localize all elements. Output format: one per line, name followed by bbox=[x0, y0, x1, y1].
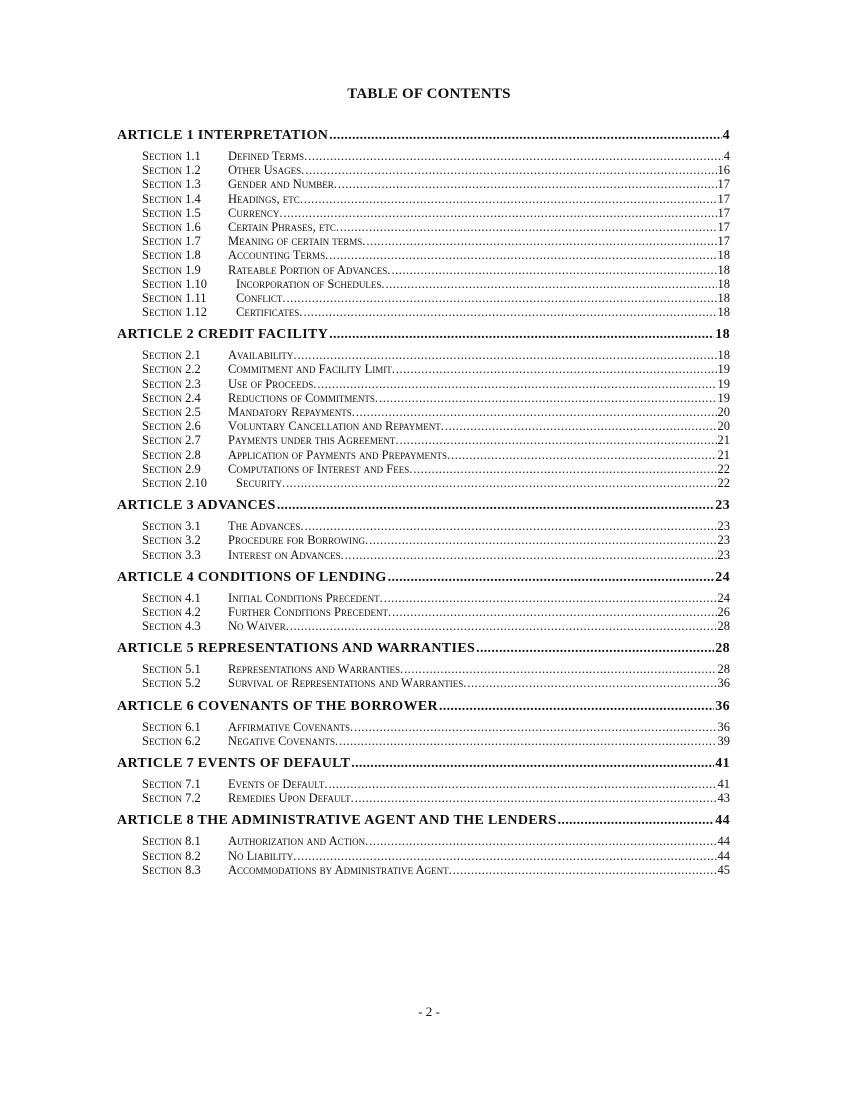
section-number: Section 6.2 bbox=[142, 733, 201, 748]
section-number: Section 3.3 bbox=[142, 547, 201, 562]
article-heading: ARTICLE 4 CONDITIONS OF LENDING bbox=[117, 569, 387, 585]
toc-section-entry[interactable] bbox=[117, 834, 730, 848]
toc-section-entry[interactable] bbox=[117, 348, 730, 362]
section-title: Rateable Portion of Advances. bbox=[228, 262, 391, 277]
toc-article-entry[interactable] bbox=[117, 325, 730, 345]
dot-leader bbox=[384, 591, 717, 605]
section-page-number: 19 bbox=[717, 390, 730, 405]
section-page-number: 17 bbox=[717, 205, 730, 220]
toc-section-entry[interactable] bbox=[117, 548, 730, 562]
section-title: Events of Default. bbox=[228, 777, 328, 791]
section-page-number: 17 bbox=[717, 219, 730, 234]
toc-article bbox=[117, 811, 730, 877]
dot-leader bbox=[345, 548, 717, 562]
toc-section-entry[interactable] bbox=[117, 362, 730, 376]
dot-leader bbox=[317, 377, 716, 391]
dot-leader bbox=[304, 192, 717, 206]
toc-section-entry[interactable] bbox=[117, 519, 730, 533]
toc-article-entry[interactable] bbox=[117, 126, 730, 146]
section-list bbox=[117, 834, 730, 877]
section-title: Currency. bbox=[228, 205, 283, 220]
dot-leader bbox=[439, 697, 714, 717]
section-page-number: 45 bbox=[717, 862, 730, 877]
dot-leader bbox=[558, 811, 715, 831]
section-page-number: 36 bbox=[717, 676, 730, 691]
section-number: Section 1.10 bbox=[142, 276, 207, 291]
dot-leader bbox=[355, 791, 717, 805]
section-title: Commitment and Facility Limit. bbox=[228, 362, 395, 377]
toc-section-entry[interactable] bbox=[117, 391, 730, 405]
section-page-number: 21 bbox=[717, 447, 730, 462]
toc-article-entry[interactable] bbox=[117, 568, 730, 588]
section-number: Section 2.7 bbox=[142, 433, 201, 448]
section-page-number: 19 bbox=[717, 362, 730, 377]
section-title: Interest on Advances. bbox=[228, 547, 344, 562]
section-title: Further Conditions Precedent. bbox=[228, 604, 392, 619]
article-page-number: 23 bbox=[715, 498, 730, 514]
section-list bbox=[117, 777, 730, 805]
section-title: Reductions of Commitments. bbox=[228, 390, 379, 405]
article-page-number: 41 bbox=[715, 756, 730, 771]
section-title: Other Usages. bbox=[228, 163, 305, 178]
toc-section-entry[interactable] bbox=[117, 220, 730, 234]
toc-section-entry[interactable] bbox=[117, 433, 730, 447]
dot-leader bbox=[369, 533, 716, 547]
article-page-number: 18 bbox=[715, 327, 730, 343]
toc-section-entry[interactable] bbox=[117, 277, 730, 291]
dot-leader bbox=[453, 863, 717, 877]
section-number: Section 8.2 bbox=[142, 848, 201, 863]
dot-leader bbox=[297, 348, 716, 362]
section-title: Payments under this Agreement. bbox=[228, 433, 399, 448]
toc-section-entry[interactable] bbox=[117, 177, 730, 191]
section-number: Section 3.1 bbox=[142, 519, 201, 534]
section-page-number: 23 bbox=[717, 519, 730, 534]
section-number: Section 2.4 bbox=[142, 390, 201, 405]
dot-leader bbox=[366, 234, 716, 248]
section-number: Section 5.1 bbox=[142, 662, 201, 677]
section-page-number: 17 bbox=[717, 234, 730, 249]
toc-section-entry[interactable] bbox=[117, 777, 730, 791]
section-title: Certain Phrases, etc. bbox=[228, 219, 340, 234]
dot-leader bbox=[356, 405, 717, 419]
section-number: Section 1.8 bbox=[142, 248, 201, 263]
dot-leader bbox=[392, 605, 716, 619]
toc-section-entry[interactable] bbox=[117, 206, 730, 220]
toc-section-entry[interactable] bbox=[117, 591, 730, 605]
section-page-number: 22 bbox=[717, 461, 730, 476]
section-title: Incorporation of Schedules. bbox=[236, 276, 385, 291]
toc-article-entry[interactable] bbox=[117, 754, 730, 774]
section-title: Availability. bbox=[228, 348, 297, 363]
toc-article-entry[interactable] bbox=[117, 697, 730, 717]
page-title: TABLE OF CONTENTS bbox=[347, 86, 511, 102]
section-page-number: 23 bbox=[717, 547, 730, 562]
table-of-contents bbox=[117, 126, 730, 883]
dot-leader bbox=[340, 220, 716, 234]
toc-article bbox=[117, 325, 730, 490]
dot-leader bbox=[354, 720, 716, 734]
section-title: Affirmative Covenants. bbox=[228, 719, 354, 734]
section-number: Section 6.1 bbox=[142, 719, 201, 734]
section-title: Accommodations by Administrative Agent. bbox=[228, 862, 452, 877]
toc-section-entry[interactable] bbox=[117, 720, 730, 734]
section-number: Section 2.6 bbox=[142, 419, 201, 434]
dot-leader bbox=[351, 754, 714, 774]
section-title: Use of Proceeds. bbox=[228, 376, 317, 391]
section-number: Section 1.7 bbox=[142, 234, 201, 249]
section-list bbox=[117, 720, 730, 748]
toc-section-entry[interactable] bbox=[117, 734, 730, 748]
section-title: Voluntary Cancellation and Repayment. bbox=[228, 419, 444, 434]
section-page-number: 17 bbox=[717, 177, 730, 192]
section-number: Section 8.3 bbox=[142, 862, 201, 877]
dot-leader bbox=[445, 419, 717, 433]
article-page-number: 28 bbox=[715, 641, 730, 657]
dot-leader bbox=[391, 263, 716, 277]
dot-leader bbox=[329, 126, 721, 146]
toc-section-entry[interactable] bbox=[117, 405, 730, 419]
dot-leader bbox=[290, 619, 717, 633]
dot-leader bbox=[404, 662, 716, 676]
toc-article-entry[interactable] bbox=[117, 496, 730, 516]
section-number: Section 1.5 bbox=[142, 205, 201, 220]
section-list bbox=[117, 149, 730, 319]
section-list bbox=[117, 662, 730, 690]
section-number: Section 1.11 bbox=[142, 290, 207, 305]
section-page-number: 18 bbox=[717, 262, 730, 277]
section-page-number: 44 bbox=[717, 848, 730, 863]
dot-leader bbox=[399, 433, 716, 447]
section-page-number: 4 bbox=[723, 149, 730, 163]
section-number: Section 2.9 bbox=[142, 461, 201, 476]
section-page-number: 20 bbox=[717, 405, 730, 419]
article-heading: ARTICLE 8 THE ADMINISTRATIVE AGENT AND THE LENDERS bbox=[117, 813, 557, 829]
section-number: Section 2.8 bbox=[142, 447, 201, 462]
section-title: Accounting Terms. bbox=[228, 248, 329, 263]
section-page-number: 19 bbox=[717, 376, 730, 391]
dot-leader bbox=[476, 639, 714, 659]
section-number: Section 8.1 bbox=[142, 834, 201, 849]
toc-article-entry[interactable] bbox=[117, 639, 730, 659]
section-page-number: 44 bbox=[717, 834, 730, 849]
section-page-number: 18 bbox=[717, 248, 730, 263]
section-title: Initial Conditions Precedent. bbox=[228, 590, 383, 605]
toc-section-entry[interactable] bbox=[117, 305, 730, 319]
section-number: Section 1.1 bbox=[142, 149, 201, 163]
toc-section-entry[interactable] bbox=[117, 676, 730, 690]
toc-section-entry[interactable] bbox=[117, 662, 730, 676]
toc-section-entry[interactable] bbox=[117, 234, 730, 248]
section-title: Remedies Upon Default. bbox=[228, 791, 354, 806]
section-page-number: 41 bbox=[717, 777, 730, 791]
dot-leader bbox=[297, 849, 716, 863]
toc-article bbox=[117, 639, 730, 690]
section-title: No Waiver. bbox=[228, 619, 289, 634]
toc-section-entry[interactable] bbox=[117, 263, 730, 277]
section-page-number: 23 bbox=[717, 533, 730, 548]
section-list bbox=[117, 519, 730, 562]
dot-leader bbox=[339, 734, 716, 748]
section-page-number: 21 bbox=[717, 433, 730, 448]
section-list bbox=[117, 348, 730, 490]
article-heading: ARTICLE 6 COVENANTS OF THE BORROWER bbox=[117, 698, 438, 714]
section-title: Meaning of certain terms. bbox=[228, 234, 366, 249]
section-title: Negative Covenants. bbox=[228, 733, 339, 748]
section-page-number: 18 bbox=[717, 276, 730, 291]
section-number: Section 4.3 bbox=[142, 619, 201, 634]
dot-leader bbox=[369, 834, 716, 848]
dot-leader bbox=[329, 777, 717, 791]
section-page-number: 28 bbox=[717, 662, 730, 677]
section-page-number: 36 bbox=[717, 719, 730, 734]
section-title: Conflict. bbox=[236, 290, 286, 305]
toc-article-entry[interactable] bbox=[117, 811, 730, 831]
dot-leader bbox=[286, 291, 716, 305]
section-number: Section 2.1 bbox=[142, 348, 201, 363]
dot-leader bbox=[386, 277, 717, 291]
toc-section-entry[interactable] bbox=[117, 248, 730, 262]
section-number: Section 1.4 bbox=[142, 191, 201, 206]
section-title: Application of Payments and Prepayments. bbox=[228, 447, 451, 462]
toc-section-entry[interactable] bbox=[117, 462, 730, 476]
dot-leader bbox=[277, 496, 714, 516]
toc-section-entry[interactable] bbox=[117, 163, 730, 177]
dot-leader bbox=[283, 206, 716, 220]
toc-section-entry[interactable] bbox=[117, 791, 730, 805]
section-number: Section 1.2 bbox=[142, 163, 201, 178]
section-title: Survival of Representations and Warranties. bbox=[228, 676, 467, 691]
dot-leader bbox=[329, 248, 716, 262]
toc-section-entry[interactable] bbox=[117, 419, 730, 433]
article-heading: ARTICLE 7 EVENTS OF DEFAULT bbox=[117, 756, 351, 771]
section-title: Headings, etc. bbox=[228, 191, 303, 206]
dot-leader bbox=[388, 568, 715, 588]
toc-section-entry[interactable] bbox=[117, 448, 730, 462]
dot-leader bbox=[329, 325, 714, 345]
toc-section-entry[interactable] bbox=[117, 619, 730, 633]
section-number: Section 2.2 bbox=[142, 362, 201, 377]
section-page-number: 26 bbox=[717, 604, 730, 619]
dot-leader bbox=[338, 177, 717, 191]
section-page-number: 24 bbox=[717, 590, 730, 605]
dot-leader bbox=[286, 476, 716, 490]
section-number: Section 7.2 bbox=[142, 791, 201, 806]
toc-section-entry[interactable] bbox=[117, 291, 730, 305]
article-page-number: 24 bbox=[715, 569, 730, 585]
section-number: Section 4.1 bbox=[142, 590, 201, 605]
section-number: Section 1.3 bbox=[142, 177, 201, 192]
section-number: Section 1.12 bbox=[142, 305, 207, 320]
section-title: Gender and Number. bbox=[228, 177, 337, 192]
section-number: Section 2.10 bbox=[142, 475, 207, 490]
section-page-number: 17 bbox=[717, 191, 730, 206]
toc-section-entry[interactable] bbox=[117, 149, 730, 163]
section-title: Mandatory Repayments. bbox=[228, 405, 355, 419]
section-title: Computations of Interest and Fees. bbox=[228, 461, 413, 476]
section-number: Section 1.9 bbox=[142, 262, 201, 277]
article-heading: ARTICLE 1 INTERPRETATION bbox=[117, 128, 329, 143]
toc-article bbox=[117, 568, 730, 634]
section-number: Section 1.6 bbox=[142, 219, 201, 234]
section-title: Procedure for Borrowing. bbox=[228, 533, 369, 548]
toc-section-entry[interactable] bbox=[117, 849, 730, 863]
dot-leader bbox=[396, 362, 717, 376]
section-title: Certificates. bbox=[236, 305, 303, 320]
article-page-number: 4 bbox=[722, 128, 730, 143]
article-heading: ARTICLE 2 CREDIT FACILITY bbox=[117, 327, 329, 343]
section-title: Authorization and Action. bbox=[228, 834, 369, 849]
section-list bbox=[117, 591, 730, 634]
toc-section-entry[interactable] bbox=[117, 863, 730, 877]
dot-leader bbox=[303, 305, 716, 319]
section-page-number: 18 bbox=[717, 348, 730, 363]
section-page-number: 43 bbox=[717, 791, 730, 806]
article-heading: ARTICLE 3 ADVANCES bbox=[117, 498, 276, 514]
section-title: Defined Terms. bbox=[228, 149, 308, 163]
section-number: Section 3.2 bbox=[142, 533, 201, 548]
section-number: Section 4.2 bbox=[142, 604, 201, 619]
dot-leader bbox=[413, 462, 716, 476]
toc-section-entry[interactable] bbox=[117, 192, 730, 206]
dot-leader bbox=[308, 149, 723, 163]
section-page-number: 18 bbox=[717, 305, 730, 320]
toc-section-entry[interactable] bbox=[117, 377, 730, 391]
dot-leader bbox=[451, 448, 716, 462]
toc-article bbox=[117, 126, 730, 319]
section-page-number: 28 bbox=[717, 619, 730, 634]
page-number-footer: - 2 - bbox=[418, 1004, 440, 1019]
section-page-number: 20 bbox=[717, 419, 730, 434]
toc-section-entry[interactable] bbox=[117, 476, 730, 490]
toc-section-entry[interactable] bbox=[117, 533, 730, 547]
toc-section-entry[interactable] bbox=[117, 605, 730, 619]
section-title: Security. bbox=[236, 475, 286, 490]
section-title: Representations and Warranties. bbox=[228, 662, 404, 677]
section-title: The Advances. bbox=[228, 519, 304, 534]
section-page-number: 16 bbox=[717, 163, 730, 178]
section-number: Section 5.2 bbox=[142, 676, 201, 691]
article-page-number: 36 bbox=[715, 698, 730, 714]
dot-leader bbox=[379, 391, 716, 405]
section-page-number: 22 bbox=[717, 475, 730, 490]
article-page-number: 44 bbox=[715, 813, 730, 829]
section-number: Section 2.3 bbox=[142, 376, 201, 391]
section-page-number: 39 bbox=[717, 733, 730, 748]
toc-article bbox=[117, 697, 730, 748]
dot-leader bbox=[305, 163, 716, 177]
dot-leader bbox=[305, 519, 717, 533]
section-number: Section 7.1 bbox=[142, 777, 201, 791]
section-page-number: 18 bbox=[717, 290, 730, 305]
dot-leader bbox=[467, 676, 716, 690]
toc-article bbox=[117, 754, 730, 805]
toc-article bbox=[117, 496, 730, 562]
section-title: No Liability. bbox=[228, 848, 297, 863]
article-heading: ARTICLE 5 REPRESENTATIONS AND WARRANTIES bbox=[117, 641, 476, 657]
section-number: Section 2.5 bbox=[142, 405, 201, 419]
